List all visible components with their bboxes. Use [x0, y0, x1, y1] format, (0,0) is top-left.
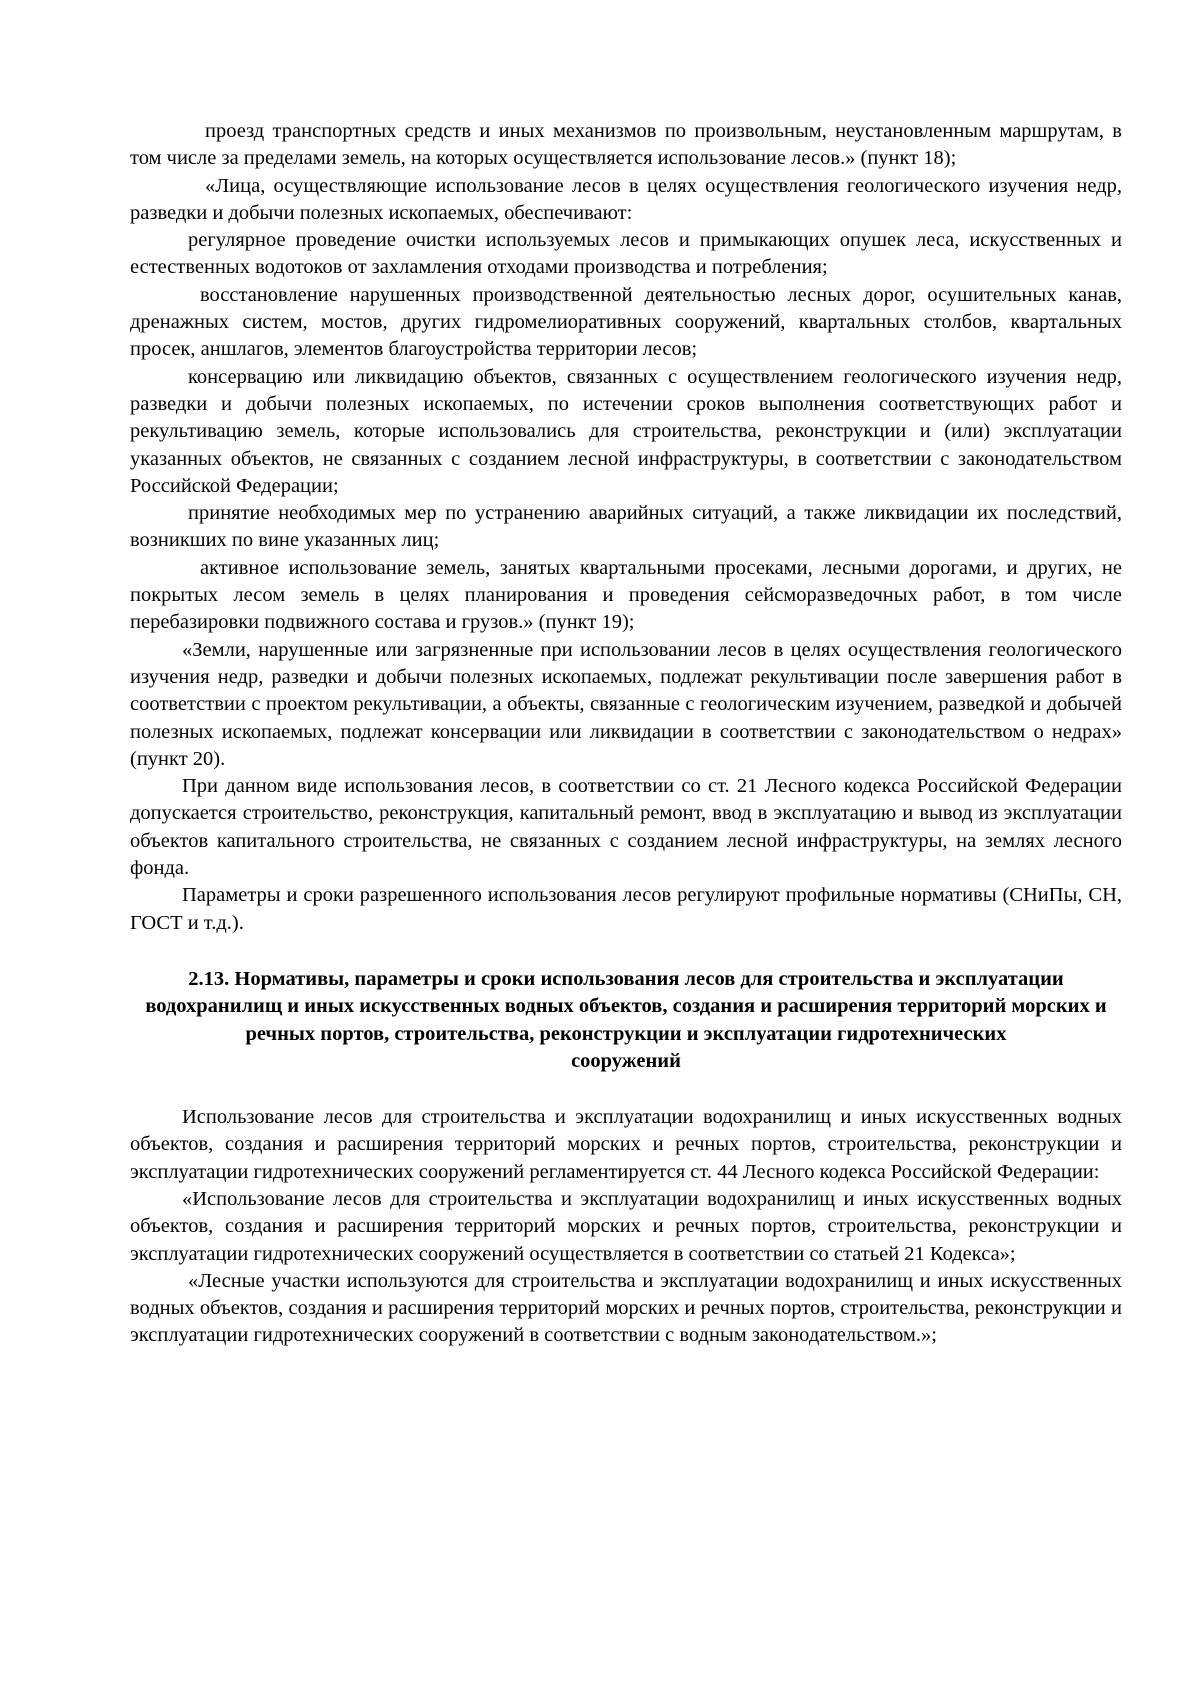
paragraph-conservation: консервацию или ликвидацию объектов, связанных с осуществлением геологического изучения недр, разведки и добычи полезных ископаемых, по истечении сроков выполнения соответствующих работ и рекультивацию земель, которые использовались для строительства, реконструкции и (или) эксплуатации указанных объектов, не связанных с созданием лесной инфраструктуры, в соответствии с законодательством Российской Федерации;	[130, 365, 1122, 497]
paragraph-restoration: восстановление нарушенных производственной деятельностью лесных дорог, осушительных канав, дренажных систем, мостов, других гидромелиоративных сооружений, квартальных столбов, квартальных просек, аншлагов, элементов благоустройства территории лесов;	[130, 283, 1122, 361]
paragraph-quote-article-21: «Использование лесов для строительства и эксплуатации водохранилищ и иных искусственных водных объектов, создания и расширения территорий морских и речных портов, строительства, реконструкции и эксплуатации гидротехнических сооружений осуществляется в соответствии со статьей 21 Кодекса»;	[130, 1187, 1122, 1265]
section-heading-line: 2.13. Нормативы, параметры и сроки использования лесов для строительства и эксплуатации водохранилищ и иных искусственных водных объектов, создания и расширения территорий морских и речных портов, строительства, реконструкции и эксплуатации гидротехнических	[145, 967, 1107, 1045]
paragraph-vehicle-passage: проезд транспортных средств и иных механизмов по произвольным, неустановленным маршрутам, в том числе за пределами земель, на которых осуществляется использование лесов.» (пункт 18);	[130, 120, 1122, 170]
paragraph-emergency-measures: принятие необходимых мер по устранению аварийных ситуаций, а также ликвидации их последствий, возникших по вине указанных лиц;	[130, 502, 1122, 552]
paragraph-permitted-construction: При данном виде использования лесов, в соответствии со ст. 21 Лесного кодекса Российской Федерации допускается строительство, реконструкция, капитальный ремонт, ввод в эксплуатацию и вывод из эксплуатации объектов капитального строительства, не связанных с созданием лесной инфраструктуры, на землях лесного фонда.	[130, 775, 1122, 880]
section-heading-line: сооружений	[571, 1049, 681, 1072]
section-spacer	[130, 1075, 1122, 1104]
paragraph-land-recultivation: «Земли, нарушенные или загрязненные при использовании лесов в целях осуществления геологического изучения недр, разведки и добычи полезных ископаемых, подлежат рекультивации после завершения работ в соответствии с проектом рекультивации, а объекты, связанные с геологическим изучением, разведкой и добычей полезных ископаемых, подлежат консервации или ликвидации в соответствии с законодательством о недрах» (пункт 20).	[130, 638, 1122, 770]
section-heading	[130, 966, 1122, 1075]
paragraph-quote-water-law: «Лесные участки используются для строительства и эксплуатации водохранилищ и иных искусственных водных объектов, создания и расширения территорий морских и речных портов, строительства, реконструкции и эксплуатации гидротехнических сооружений в соответствии с водным законодательством.»;	[130, 1269, 1122, 1347]
paragraph-reservoir-use: Использование лесов для строительства и эксплуатации водохранилищ и иных искусственных водных объектов, создания и расширения территорий морских и речных портов, строительства, реконструкции и эксплуатации гидротехнических сооружений регламентируется ст. 44 Лесного кодекса Российской Федерации:	[130, 1106, 1122, 1183]
paragraph-geological-persons: «Лица, осуществляющие использование лесов в целях осуществления геологического изучения недр, разведки и добычи полезных ископаемых, обеспечивают:	[130, 174, 1122, 224]
paragraph-parameters-terms: Параметры и сроки разрешенного использования лесов регулируют профильные нормативы (СНиПы, СН, ГОСТ и т.д.).	[130, 884, 1122, 934]
paragraph-cleaning: регулярное проведение очистки используемых лесов и примыкающих опушек леса, искусственных и естественных водотоков от захламления отходами производства и потребления;	[130, 229, 1122, 279]
paragraph-active-use: активное использование земель, занятых квартальными просеками, лесными дорогами, и других, не покрытых лесом земель в целях планирования и проведения сейсморазведочных работ, в том числе перебазировки подвижного состава и грузов.» (пункт 19);	[130, 556, 1122, 634]
document-body	[130, 118, 1122, 1350]
